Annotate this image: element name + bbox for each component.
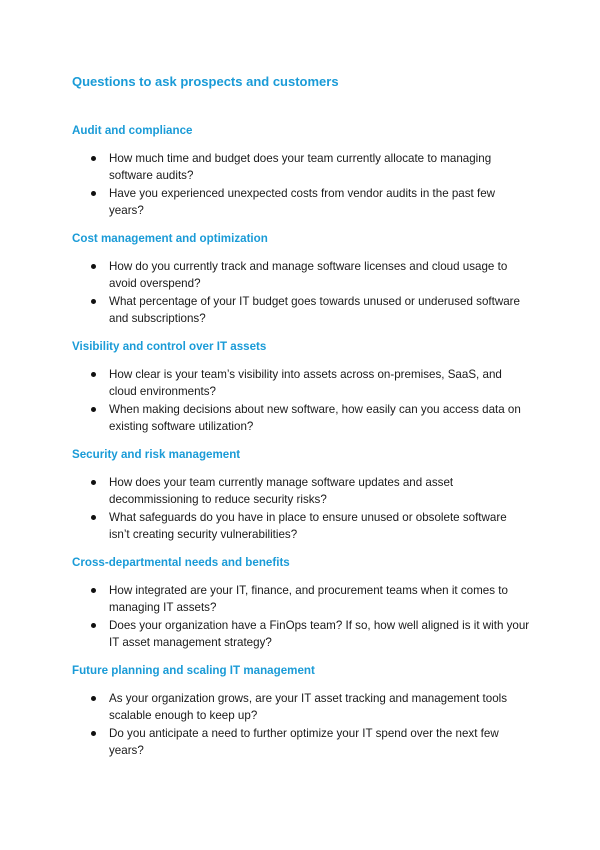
- bullet-icon: [91, 515, 96, 520]
- page-title: Questions to ask prospects and customers: [72, 74, 339, 89]
- list-item: [72, 509, 530, 543]
- list-item: [72, 725, 530, 759]
- section-visibility-control: [72, 340, 530, 435]
- bullet-icon: [91, 156, 96, 161]
- bullet-text: When making decisions about new software, how easily can you access data on existing software utilization?: [109, 403, 521, 433]
- bullet-list: [72, 690, 530, 759]
- bullet-text: As your organization grows, are your IT asset tracking and management tools scalable enough to keep up?: [109, 692, 508, 722]
- bullet-text: Does your organization have a FinOps team? If so, how well aligned is it with your IT asset management strategy?: [109, 619, 530, 649]
- bullet-text: Have you experienced unexpected costs from vendor audits in the past few years?: [109, 187, 496, 217]
- list-item: [72, 474, 530, 508]
- list-item: [72, 185, 530, 219]
- list-item: [72, 258, 530, 292]
- bullet-icon: [91, 407, 96, 412]
- bullet-icon: [91, 264, 96, 269]
- bullet-text: Do you anticipate a need to further optimize your IT spend over the next few years?: [109, 727, 499, 757]
- section-heading: Future planning and scaling IT management: [72, 664, 315, 677]
- section-future-planning: [72, 664, 530, 759]
- section-heading: Cost management and optimization: [72, 232, 268, 245]
- section-cost-management: [72, 232, 530, 327]
- bullet-text: How much time and budget does your team currently allocate to managing software audits?: [109, 152, 492, 182]
- bullet-icon: [91, 372, 96, 377]
- list-item: [72, 366, 530, 400]
- section-audit-compliance: [72, 124, 530, 219]
- bullet-text: How integrated are your IT, finance, and procurement teams when it comes to managing IT assets?: [109, 584, 508, 614]
- list-item: [72, 690, 530, 724]
- section-heading: Audit and compliance: [72, 124, 193, 137]
- list-item: [72, 150, 530, 184]
- section-cross-departmental: [72, 556, 530, 651]
- bullet-list: [72, 582, 530, 651]
- bullet-icon: [91, 299, 96, 304]
- list-item: [72, 401, 530, 435]
- bullet-text: What safeguards do you have in place to ensure unused or obsolete software isn’t creating security vulnerabilities?: [109, 511, 507, 541]
- bullet-list: [72, 258, 530, 327]
- section-security-risk: [72, 448, 530, 543]
- bullet-list: [72, 150, 530, 219]
- section-heading: Security and risk management: [72, 448, 241, 461]
- list-item: [72, 617, 530, 651]
- section-heading: Visibility and control over IT assets: [72, 340, 267, 353]
- list-item: [72, 582, 530, 616]
- bullet-icon: [91, 191, 96, 196]
- bullet-icon: [91, 731, 96, 736]
- bullet-text: How do you currently track and manage software licenses and cloud usage to avoid overspend?: [109, 260, 508, 290]
- list-item: [72, 293, 530, 327]
- bullet-icon: [91, 696, 96, 701]
- bullet-icon: [91, 588, 96, 593]
- bullet-list: [72, 474, 530, 543]
- section-heading: Cross-departmental needs and benefits: [72, 556, 290, 569]
- bullet-icon: [91, 623, 96, 628]
- bullet-icon: [91, 480, 96, 485]
- bullet-text: What percentage of your IT budget goes towards unused or underused software and subscriptions?: [109, 295, 520, 325]
- bullet-text: How does your team currently manage software updates and asset decommissioning to reduce security risks?: [109, 476, 454, 506]
- bullet-text: How clear is your team’s visibility into assets across on-premises, SaaS, and cloud environments?: [109, 368, 502, 398]
- bullet-list: [72, 366, 530, 435]
